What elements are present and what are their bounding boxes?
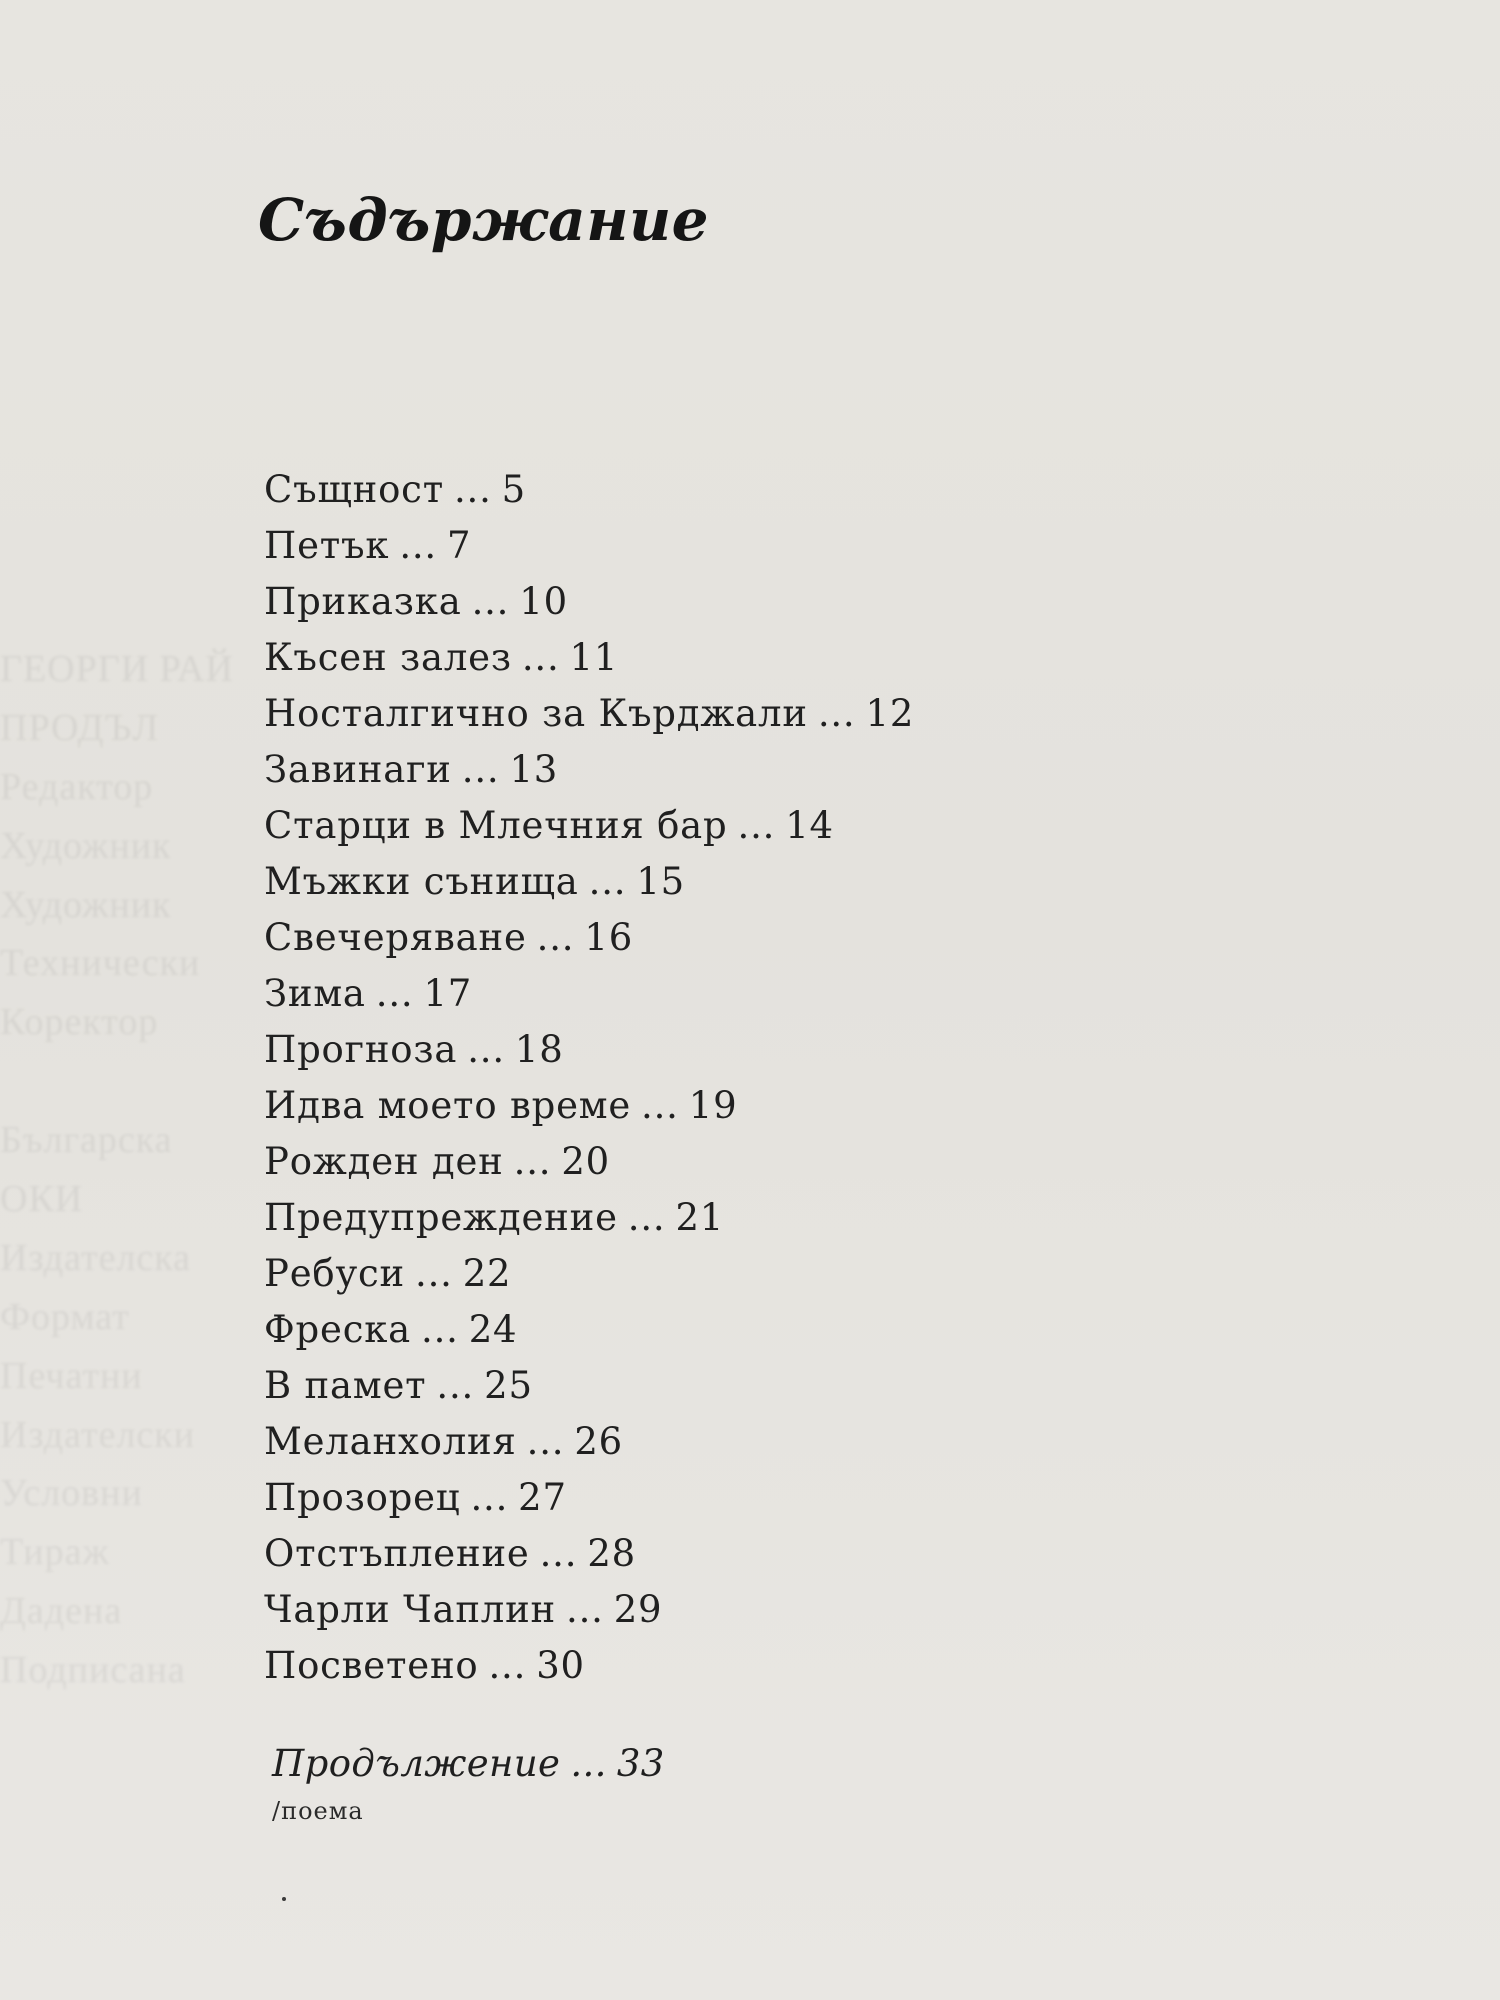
ink-dot-mark (282, 1897, 286, 1901)
appendix-page: 33 (616, 1742, 665, 1785)
appendix-entry (272, 1740, 665, 1826)
toc-entry-title: Идва моето време (264, 1084, 632, 1127)
toc-entry (264, 1022, 914, 1078)
toc-entry-page: 7 (447, 524, 472, 567)
toc-entry-separator: ... (536, 916, 575, 959)
toc-entry-separator: ... (488, 1644, 527, 1687)
toc-entry (264, 854, 914, 910)
toc-entry-page: 12 (865, 692, 915, 735)
toc-entry-separator: ... (415, 1252, 453, 1295)
toc-entry-title: Късен залез (264, 636, 512, 679)
toc-entry-separator: ... (566, 1588, 604, 1631)
toc-entry (264, 518, 914, 574)
toc-entry-page: 25 (484, 1364, 533, 1407)
toc-entry-page: 28 (587, 1532, 636, 1575)
toc-entry (264, 910, 914, 966)
toc-entry-separator: ... (461, 748, 500, 791)
toc-entry (264, 1134, 914, 1190)
toc-entry-title: Прозорец (264, 1476, 461, 1519)
page-title: Съдържание (258, 186, 710, 254)
appendix-line (272, 1740, 665, 1788)
toc-entry-page: 18 (514, 1028, 564, 1071)
toc-entry-separator: ... (399, 524, 437, 567)
toc-entry-title: Носталгично за Кърджали (264, 692, 808, 735)
toc-entry-separator: ... (471, 580, 510, 623)
toc-entry-title: Старци в Млечния бар (264, 804, 728, 847)
toc-entry (264, 1190, 914, 1246)
toc-entry-page: 10 (519, 580, 568, 623)
show-through-text: ГЕОРГИ РАЙ ПРОДЪЛ Редактор Художник Художник Технически Коректор Българска ОКИ Издателска Формат Печатни Издателски Условни Тираж Дадена Подписана (0, 648, 234, 1692)
toc-entry-page: 29 (613, 1588, 663, 1631)
toc-entry-page: 16 (584, 916, 634, 959)
toc-entry-title: Мъжки сънища (264, 860, 579, 903)
toc-entry (264, 1526, 914, 1582)
table-of-contents (264, 462, 914, 1694)
toc-entry-title: Чарли Чаплин (264, 1588, 557, 1631)
toc-entry-separator: ... (436, 1364, 475, 1407)
toc-entry-separator: ... (467, 1028, 505, 1071)
toc-entry (264, 1638, 914, 1694)
appendix-note: /поема (272, 1797, 364, 1825)
toc-entry-separator: ... (817, 692, 856, 735)
toc-entry-separator: ... (521, 636, 560, 679)
toc-entry (264, 462, 914, 518)
toc-entry-title: Приказка (264, 580, 462, 623)
toc-entry (264, 1302, 914, 1358)
toc-entry-separator: ... (375, 972, 414, 1015)
toc-entry (264, 966, 914, 1022)
toc-entry (264, 574, 914, 630)
toc-entry (264, 1078, 914, 1134)
appendix-separator: ... (570, 1742, 607, 1785)
toc-entry-separator: ... (526, 1420, 565, 1463)
toc-entry-title: Същност (264, 468, 444, 511)
toc-entry-page: 24 (468, 1308, 518, 1351)
toc-entry-title: Свечеряване (264, 916, 527, 959)
toc-entry-separator: ... (539, 1532, 578, 1575)
toc-entry (264, 1470, 914, 1526)
toc-entry (264, 742, 914, 798)
toc-entry-title: Рожден ден (264, 1140, 504, 1183)
toc-entry-separator: ... (588, 860, 627, 903)
toc-entry-title: Отстъпление (264, 1532, 530, 1575)
toc-entry-title: Ребуси (264, 1252, 406, 1295)
toc-entry (264, 1246, 914, 1302)
toc-entry-title: Прогноза (264, 1028, 458, 1071)
toc-entry-separator: ... (641, 1084, 679, 1127)
toc-entry-page: 22 (462, 1252, 512, 1295)
toc-entry-page: 20 (561, 1140, 611, 1183)
toc-entry-separator: ... (513, 1140, 552, 1183)
toc-entry-page: 14 (785, 804, 834, 847)
toc-entry-page: 30 (536, 1644, 585, 1687)
toc-entry (264, 798, 914, 854)
toc-entry-page: 27 (518, 1476, 567, 1519)
toc-entry-separator: ... (453, 468, 492, 511)
toc-entry-title: Предупреждение (264, 1196, 618, 1239)
toc-entry (264, 1358, 914, 1414)
toc-entry-page: 17 (423, 972, 473, 1015)
toc-entry-page: 21 (675, 1196, 725, 1239)
toc-entry-title: Петък (264, 524, 390, 567)
toc-entry-page: 15 (636, 860, 686, 903)
toc-entry-page: 19 (688, 1084, 738, 1127)
toc-entry-separator: ... (737, 804, 776, 847)
toc-entry (264, 630, 914, 686)
toc-entry-separator: ... (421, 1308, 459, 1351)
toc-entry (264, 1582, 914, 1638)
toc-entry-page: 13 (509, 748, 559, 791)
toc-entry-title: Фреска (264, 1308, 412, 1351)
toc-entry (264, 1414, 914, 1470)
toc-entry-title: В памет (264, 1364, 427, 1407)
toc-entry-page: 11 (569, 636, 619, 679)
toc-entry-title: Меланхолия (264, 1420, 517, 1463)
toc-entry-title: Завинаги (264, 748, 452, 791)
toc-entry (264, 686, 914, 742)
toc-entry-title: Зима (264, 972, 366, 1015)
toc-entry-page: 5 (501, 468, 527, 511)
toc-entry-title: Посветено (264, 1644, 479, 1687)
toc-entry-separator: ... (470, 1476, 509, 1519)
toc-entry-separator: ... (627, 1196, 666, 1239)
toc-entry-page: 26 (574, 1420, 624, 1463)
appendix-title: Продължение (272, 1742, 561, 1785)
